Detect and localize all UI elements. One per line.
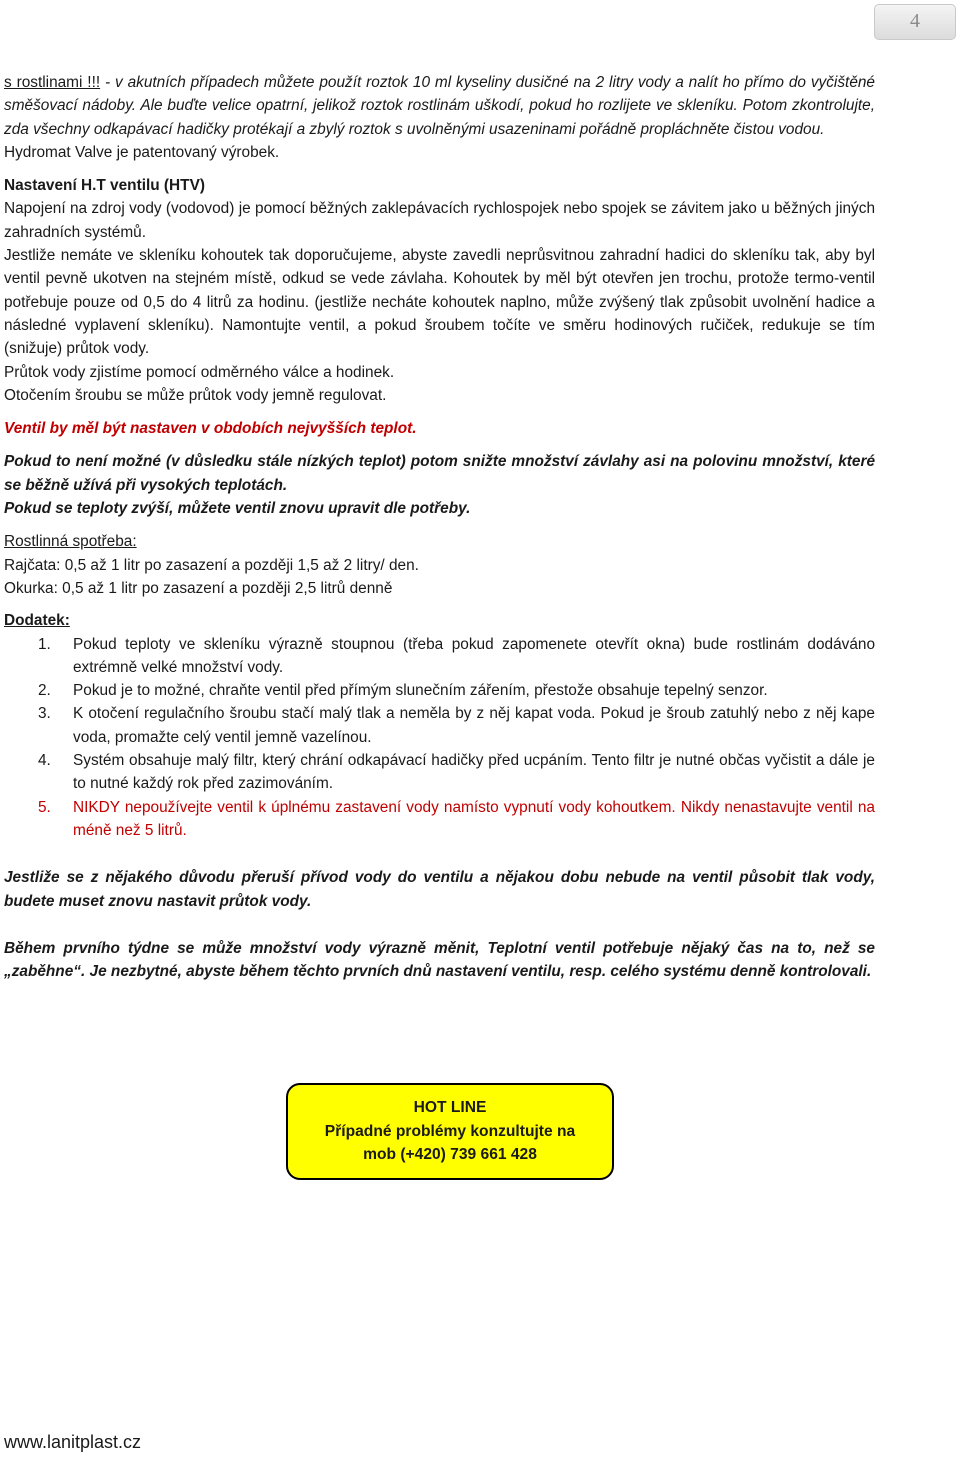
appendix-item: 4. Systém obsahuje malý filtr, který chrání odkapávací hadičky před ucpáním. Tento filtr je nutné občas vyčistit a dále je to nutné každý rok před zazimováním.: [38, 752, 875, 793]
consumption-heading: Rostlinná spotřeba:: [4, 533, 137, 551]
settings-paragraph-2: Jestliže nemáte ve skleníku kohoutek tak doporučujeme, abyste zavedli neprůsvitnou zahradní hadici do skleníku tak, aby byl ventil pevně ukotven na stejném místě, odkud se vede závlaha. Kohoutek by měl být otevřen jen trochu, protože termo-ventil potřebuje pouze od 0,5 do 4 litrů za hodinu. (jestliže necháte kohoutek naplno, může zvýšený tlak způsobit uvolnění hadice a následné vyplavení skleníku). Namontujte ventil, a pokud šroubem točíte ve směru hodinových ručiček, redukuje se tím (snižuje) průtok vody.: [4, 247, 875, 358]
consumption-cucumbers: Okurka: 0,5 až 1 litr po zasazení a později 2,5 litrů denně: [4, 579, 393, 597]
appendix-list: [4, 633, 875, 843]
intro-paragraph: [4, 71, 875, 141]
consumption-tomatoes: Rajčata: 0,5 až 1 litr po zasazení a později 1,5 až 2 litry/ den.: [4, 556, 419, 574]
settings-paragraph-1: Napojení na zdroj vody (vodovod) je pomocí běžných zaklepávacích rychlospojek nebo spojek se závitem jako u běžných jiných zahradních systémů.: [4, 200, 875, 241]
settings-heading: Nastavení H.T ventilu (HTV): [4, 177, 205, 195]
note-high-temperatures: Pokud se teploty zvýší, můžete ventil znovu upravit dle potřeby.: [4, 500, 471, 518]
hotline-phone[interactable]: mob (+420) 739 661 428: [363, 1146, 537, 1164]
note-low-temperatures: Pokud to není možné (v důsledku stále nízkých teplot) potom snižte množství závlahy asi na polovinu množství, které se běžně užívá při vysokých teplotách.: [4, 453, 875, 494]
document-body: [4, 71, 875, 983]
hotline-text: Případné problémy konzultujte na: [324, 1122, 576, 1140]
hotline-box: [286, 1083, 614, 1180]
settings-paragraph-4: Otočením šroubu se může průtok vody jemně regulovat.: [4, 386, 387, 404]
patent-note: Hydromat Valve je patentovaný výrobek.: [4, 143, 280, 161]
appendix-item-warning: 5. NIKDY nepoužívejte ventil k úplnému zastavení vody namísto vypnutí vody kohoutkem. Nikdy nenastavujte ventil na méně než 5 litrů.: [38, 798, 875, 839]
intro-text: - v akutních případech můžete použít roztok 10 ml kyseliny dusičné na 2 litry vody a nalít ho přímo do vyčištěné směšovací nádoby. Ale buďte velice opatrní, jelikož roztok rostlinám uškodí, pokud ho rozlijete ve skleníku. Potom zkontrolujte, zda všechny odkapávací hadičky protékají a zbylý roztok s uvolněnými usazeninami pořádně propláchněte čistou vodou.: [4, 74, 875, 138]
appendix-item: 3. K otočení regulačního šroubu stačí malý tlak a neměla by z něj kapat voda. Pokud je šroub zatuhlý nebo z něj kape voda, promažte celý ventil jemně vazelínou.: [38, 705, 875, 746]
page-number-badge: 4: [874, 4, 956, 40]
appendix-heading: Dodatek:: [4, 612, 70, 630]
closing-paragraph-1: Jestliže se z nějakého důvodu přeruší přívod vody do ventilu a nějakou dobu nebude na ventil působit tlak vody, budete muset znovu nastavit průtok vody.: [4, 869, 875, 910]
intro-link[interactable]: s rostlinami !!!: [4, 74, 101, 91]
warning-red: Ventil by měl být nastaven v obdobích nejvyšších teplot.: [4, 420, 417, 438]
settings-paragraph-3: Průtok vody zjistíme pomocí odměrného válce a hodinek.: [4, 363, 395, 381]
appendix-item: 2. Pokud je to možné, chraňte ventil před přímým slunečním zářením, přestože obsahuje tepelný senzor.: [38, 682, 768, 700]
appendix-item: 1. Pokud teploty ve skleníku výrazně stoupnou (třeba pokud zapomenete otevřít okna) bude rostlinám dodáváno extrémně velké množství vody.: [38, 635, 875, 676]
closing-paragraph-2: Během prvního týdne se může množství vody výrazně měnit, Teplotní ventil potřebuje nějaký čas na to, než se „zaběhne“. Je nezbytné, abyste během těchto prvních dnů nastavení ventilu, resp. celého systému denně kontrolovali.: [4, 939, 875, 981]
footer-url[interactable]: www.lanitplast.cz: [4, 1432, 142, 1452]
hotline-title: HOT LINE: [413, 1099, 487, 1117]
